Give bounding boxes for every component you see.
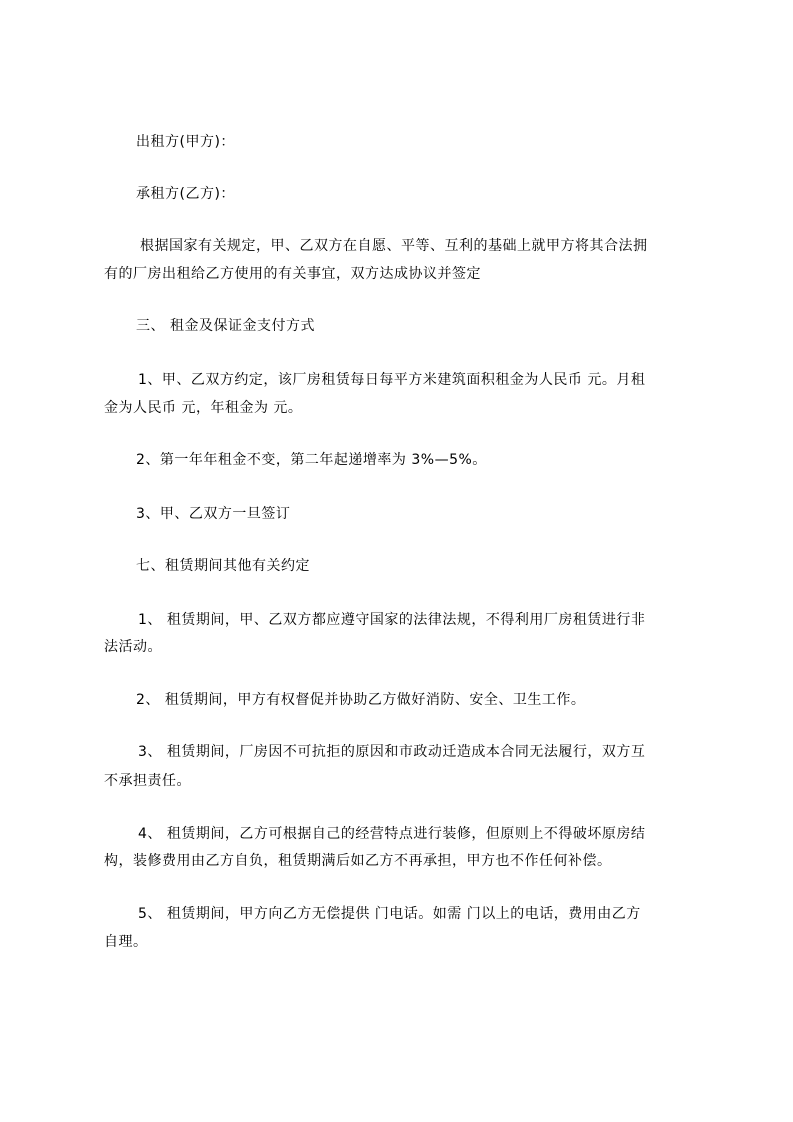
section-3-item-3: 3、甲、乙双方一旦签订: [136, 506, 291, 522]
section-7-item-4-line-1: 4、 租赁期间，乙方可根据自己的经营特点进行装修，但原则上不得破坏原房结: [138, 826, 646, 842]
lessee-label: 承租方(乙方)：: [136, 186, 235, 202]
section-3-title: 三、 租金及保证金支付方式: [136, 318, 315, 334]
section-7-item-5-line-2: 自理。: [104, 934, 148, 950]
section-7-item-1-line-1: 1、 租赁期间，甲、乙双方都应遵守国家的法律法规，不得利用厂房租赁进行非: [138, 612, 646, 628]
section-3-item-1-line-1: 1、甲、乙双方约定，该厂房租赁每日每平方米建筑面积租金为人民币 元。月租: [138, 372, 646, 388]
section-7-item-3-line-1: 3、 租赁期间，厂房因不可抗拒的原因和市政动迁造成本合同无法履行，双方互: [138, 744, 646, 760]
section-7-item-1-line-2: 法活动。: [104, 639, 162, 655]
section-3-item-2: 2、第一年年租金不变，第二年起递增率为 3%—5%。: [136, 452, 487, 468]
intro-paragraph-line-2: 有的厂房出租给乙方使用的有关事宜，双方达成协议并签定: [104, 266, 481, 282]
section-7-item-2: 2、 租赁期间，甲方有权督促并协助乙方做好消防、安全、卫生工作。: [136, 692, 586, 708]
section-7-title: 七、租赁期间其他有关约定: [136, 558, 310, 574]
lessor-label: 出租方(甲方)：: [136, 134, 235, 150]
intro-paragraph-line-1: 根据国家有关规定，甲、乙双方在自愿、平等、互利的基础上就甲方将其合法拥: [140, 238, 648, 254]
section-3-item-1-line-2: 金为人民币 元，年租金为 元。: [104, 400, 303, 416]
section-7-item-5-line-1: 5、 租赁期间，甲方向乙方无偿提供 门电话。如需 门以上的电话，费用由乙方: [138, 906, 641, 922]
section-7-item-4-line-2: 构，装修费用由乙方自负，租赁期满后如乙方不再承担，甲方也不作任何补偿。: [104, 853, 612, 869]
section-7-item-3-line-2: 不承担责任。: [104, 773, 191, 789]
